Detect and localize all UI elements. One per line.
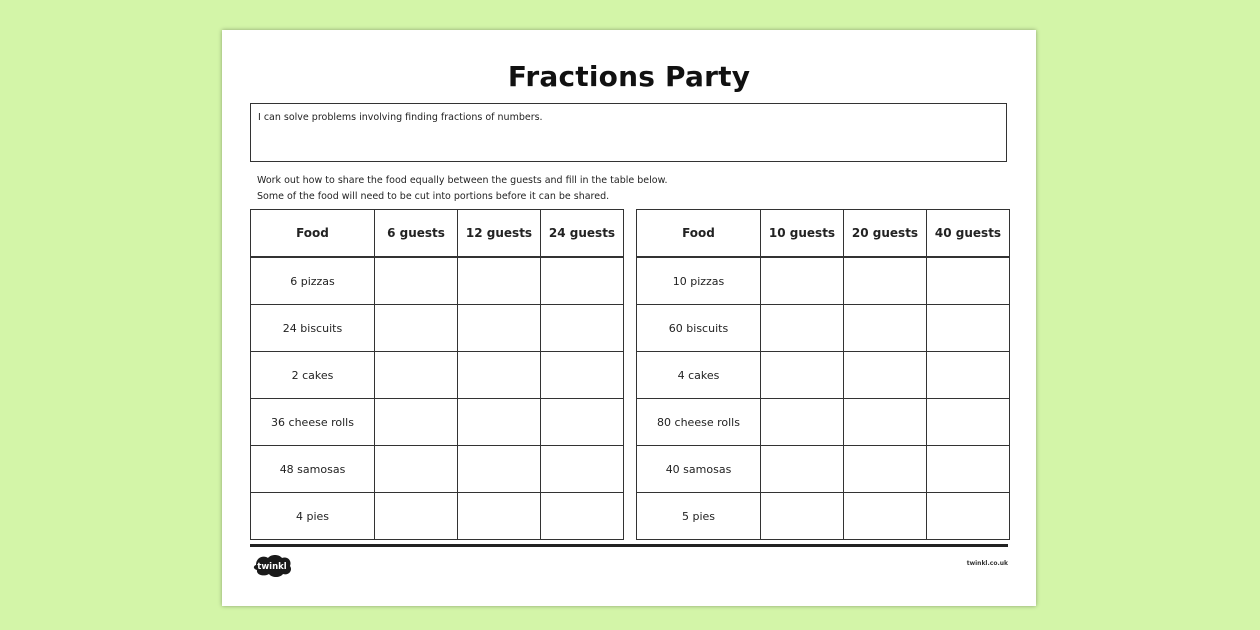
header-guests: 24 guests <box>541 210 624 258</box>
table-row <box>251 446 624 493</box>
food-cell: 10 pizzas <box>637 257 761 305</box>
answer-cell[interactable] <box>761 257 844 305</box>
header-guests: 20 guests <box>844 210 927 258</box>
instruction-line: Work out how to share the food equally between the guests and fill in the table below. <box>257 175 668 186</box>
table-row <box>251 257 624 305</box>
answer-cell[interactable] <box>761 352 844 399</box>
instruction-line: Some of the food will need to be cut into portions before it can be shared. <box>257 191 610 202</box>
table-row <box>637 446 1010 493</box>
food-cell: 6 pizzas <box>251 257 375 305</box>
table-row <box>637 493 1010 540</box>
answer-cell[interactable] <box>458 399 541 446</box>
answer-cell[interactable] <box>927 399 1010 446</box>
answer-cell[interactable] <box>761 493 844 540</box>
answer-cell[interactable] <box>761 399 844 446</box>
worksheet-page <box>222 30 1036 606</box>
instructions <box>257 173 668 205</box>
answer-cell[interactable] <box>375 493 458 540</box>
header-food: Food <box>637 210 761 258</box>
site-url: twinkl.co.uk <box>966 560 1008 567</box>
header-guests: 12 guests <box>458 210 541 258</box>
answer-cell[interactable] <box>541 493 624 540</box>
answer-cell[interactable] <box>927 446 1010 493</box>
page-title: Fractions Party <box>507 60 751 93</box>
answer-cell[interactable] <box>927 257 1010 305</box>
answer-cell[interactable] <box>541 257 624 305</box>
answer-cell[interactable] <box>375 305 458 352</box>
food-cell: 80 cheese rolls <box>637 399 761 446</box>
food-cell: 4 cakes <box>637 352 761 399</box>
food-cell: 5 pies <box>637 493 761 540</box>
answer-cell[interactable] <box>927 493 1010 540</box>
table-row <box>637 305 1010 352</box>
answer-cell[interactable] <box>375 446 458 493</box>
answer-cell[interactable] <box>844 257 927 305</box>
food-cell: 40 samosas <box>637 446 761 493</box>
food-cell: 4 pies <box>251 493 375 540</box>
answer-cell[interactable] <box>927 305 1010 352</box>
food-cell: 36 cheese rolls <box>251 399 375 446</box>
table-row <box>251 352 624 399</box>
answer-cell[interactable] <box>761 446 844 493</box>
answer-cell[interactable] <box>541 305 624 352</box>
header-guests: 40 guests <box>927 210 1010 258</box>
answer-cell[interactable] <box>844 493 927 540</box>
left-fractions-table <box>250 209 624 540</box>
logo-text: twinkl <box>257 562 287 572</box>
answer-cell[interactable] <box>844 446 927 493</box>
table-row <box>251 305 624 352</box>
answer-cell[interactable] <box>458 493 541 540</box>
answer-cell[interactable] <box>541 399 624 446</box>
learning-objective-box <box>250 103 1007 162</box>
answer-cell[interactable] <box>458 305 541 352</box>
answer-cell[interactable] <box>541 352 624 399</box>
table-row <box>637 399 1010 446</box>
table-row <box>637 257 1010 305</box>
answer-cell[interactable] <box>844 305 927 352</box>
table-header-row <box>637 210 1010 258</box>
table-header-row <box>251 210 624 258</box>
answer-cell[interactable] <box>375 352 458 399</box>
table-row <box>637 352 1010 399</box>
answer-cell[interactable] <box>541 446 624 493</box>
food-cell: 48 samosas <box>251 446 375 493</box>
answer-cell[interactable] <box>458 446 541 493</box>
answer-cell[interactable] <box>761 305 844 352</box>
answer-cell[interactable] <box>927 352 1010 399</box>
answer-cell[interactable] <box>375 399 458 446</box>
twinkl-logo-icon <box>250 552 294 578</box>
table-row <box>251 493 624 540</box>
header-guests: 6 guests <box>375 210 458 258</box>
learning-objective-text: I can solve problems involving finding fractions of numbers. <box>258 112 543 123</box>
answer-cell[interactable] <box>844 399 927 446</box>
answer-cell[interactable] <box>375 257 458 305</box>
food-cell: 24 biscuits <box>251 305 375 352</box>
right-fractions-table <box>636 209 1010 540</box>
answer-cell[interactable] <box>458 257 541 305</box>
answer-cell[interactable] <box>458 352 541 399</box>
food-cell: 60 biscuits <box>637 305 761 352</box>
header-food: Food <box>251 210 375 258</box>
footer-divider <box>250 544 1008 547</box>
header-guests: 10 guests <box>761 210 844 258</box>
food-cell: 2 cakes <box>251 352 375 399</box>
table-row <box>251 399 624 446</box>
answer-cell[interactable] <box>844 352 927 399</box>
